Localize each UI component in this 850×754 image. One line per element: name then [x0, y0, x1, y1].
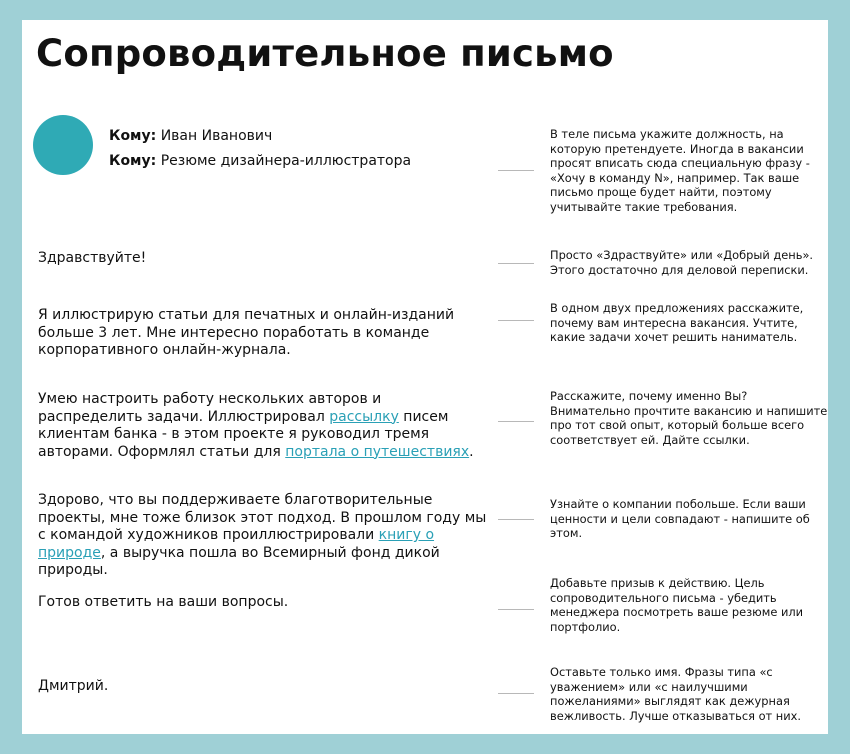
page-title: Сопроводительное письмо — [36, 32, 614, 75]
to-colon: : — [150, 128, 157, 144]
connector-line — [498, 170, 534, 171]
connector-line — [498, 421, 534, 422]
connector-line — [498, 263, 534, 264]
letter-skills — [38, 391, 488, 461]
note-skills: Расскажите, почему именно Вы? Внимательно прочтите вакансию и напишите про тот свой опыт, который больше всего соответствует ей. Дайте ссылки. — [550, 389, 828, 447]
letter-greeting: Здравствуйте! — [38, 250, 147, 266]
recipient-name: Иван Иванович — [156, 128, 273, 144]
letter-charity — [38, 492, 488, 580]
to-label-2: Кому — [109, 153, 151, 169]
newsletter-link[interactable]: рассылку — [329, 408, 399, 425]
cover-letter-sheet — [22, 20, 828, 734]
nature-book-link[interactable]: книгу о природе — [38, 527, 435, 561]
connector-line — [498, 320, 534, 321]
note-charity: Узнайте о компании побольше. Если ваши ценности и цели совпадают - напишите об этом. — [550, 497, 810, 541]
note-signature: Оставьте только имя. Фразы типа «с уважением» или «с наилучшими пожеланиями» выглядят как дежурная вежливость. Лучше отказываться от них. — [550, 665, 802, 723]
connector-line — [498, 609, 534, 610]
recipient-line — [109, 128, 272, 144]
connector-line — [498, 519, 534, 520]
letter-intro: Я иллюстрирую статьи для печатных и онлайн-изданий больше 3 лет. Мне интересно поработать в команде корпоративного онлайн-журнала. — [38, 307, 455, 358]
subject-text: Резюме дизайнера-иллюстратора — [156, 153, 412, 169]
charity-text-2: , а выручка пошла во Всемирный фонд дикой природы. — [38, 544, 440, 578]
note-cta: Добавьте призыв к действию. Цель сопроводительного письма - убедить менеджера посмотреть ваше резюме или портфолио. — [550, 576, 804, 634]
skills-text-1: Умею настроить работу нескольких авторов и распределить задачи. Иллюстрировал — [38, 391, 382, 425]
letter-cta: Готов ответить на ваши вопросы. — [38, 594, 289, 610]
connector-line — [498, 693, 534, 694]
travel-portal-link[interactable]: портала о путешествиях — [285, 443, 470, 460]
charity-text-1: Здорово, что вы поддерживаете благотворительные проекты, мне тоже близок этот подход. В прошлом году мы с командой художников проиллюстрировали — [38, 492, 487, 543]
note-intro: В одном двух предложениях расскажите, почему вам интересна вакансия. Учтите, какие задачи хочет решить наниматель. — [550, 301, 804, 345]
to-colon-2: : — [150, 153, 157, 169]
skills-text-2: писем клиентам банка - в этом проекте я руководил тремя авторами. Оформлял статьи для — [38, 408, 449, 460]
skills-text-3: . — [469, 443, 474, 460]
note-header: В теле письма укажите должность, на которую претендуете. Иногда в вакансии просят вписать сюда специальную фразу - «Хочу в команду N», например. Так ваше письмо проще будет найти, поэтому учитывайте такие требования. — [550, 127, 810, 214]
note-greeting: Просто «Здраствуйте» или «Добрый день». Этого достаточно для деловой переписки. — [550, 248, 814, 277]
to-label: Кому — [109, 128, 151, 144]
letter-signature: Дмитрий. — [38, 678, 109, 694]
subject-line — [109, 153, 411, 169]
avatar — [33, 115, 93, 175]
